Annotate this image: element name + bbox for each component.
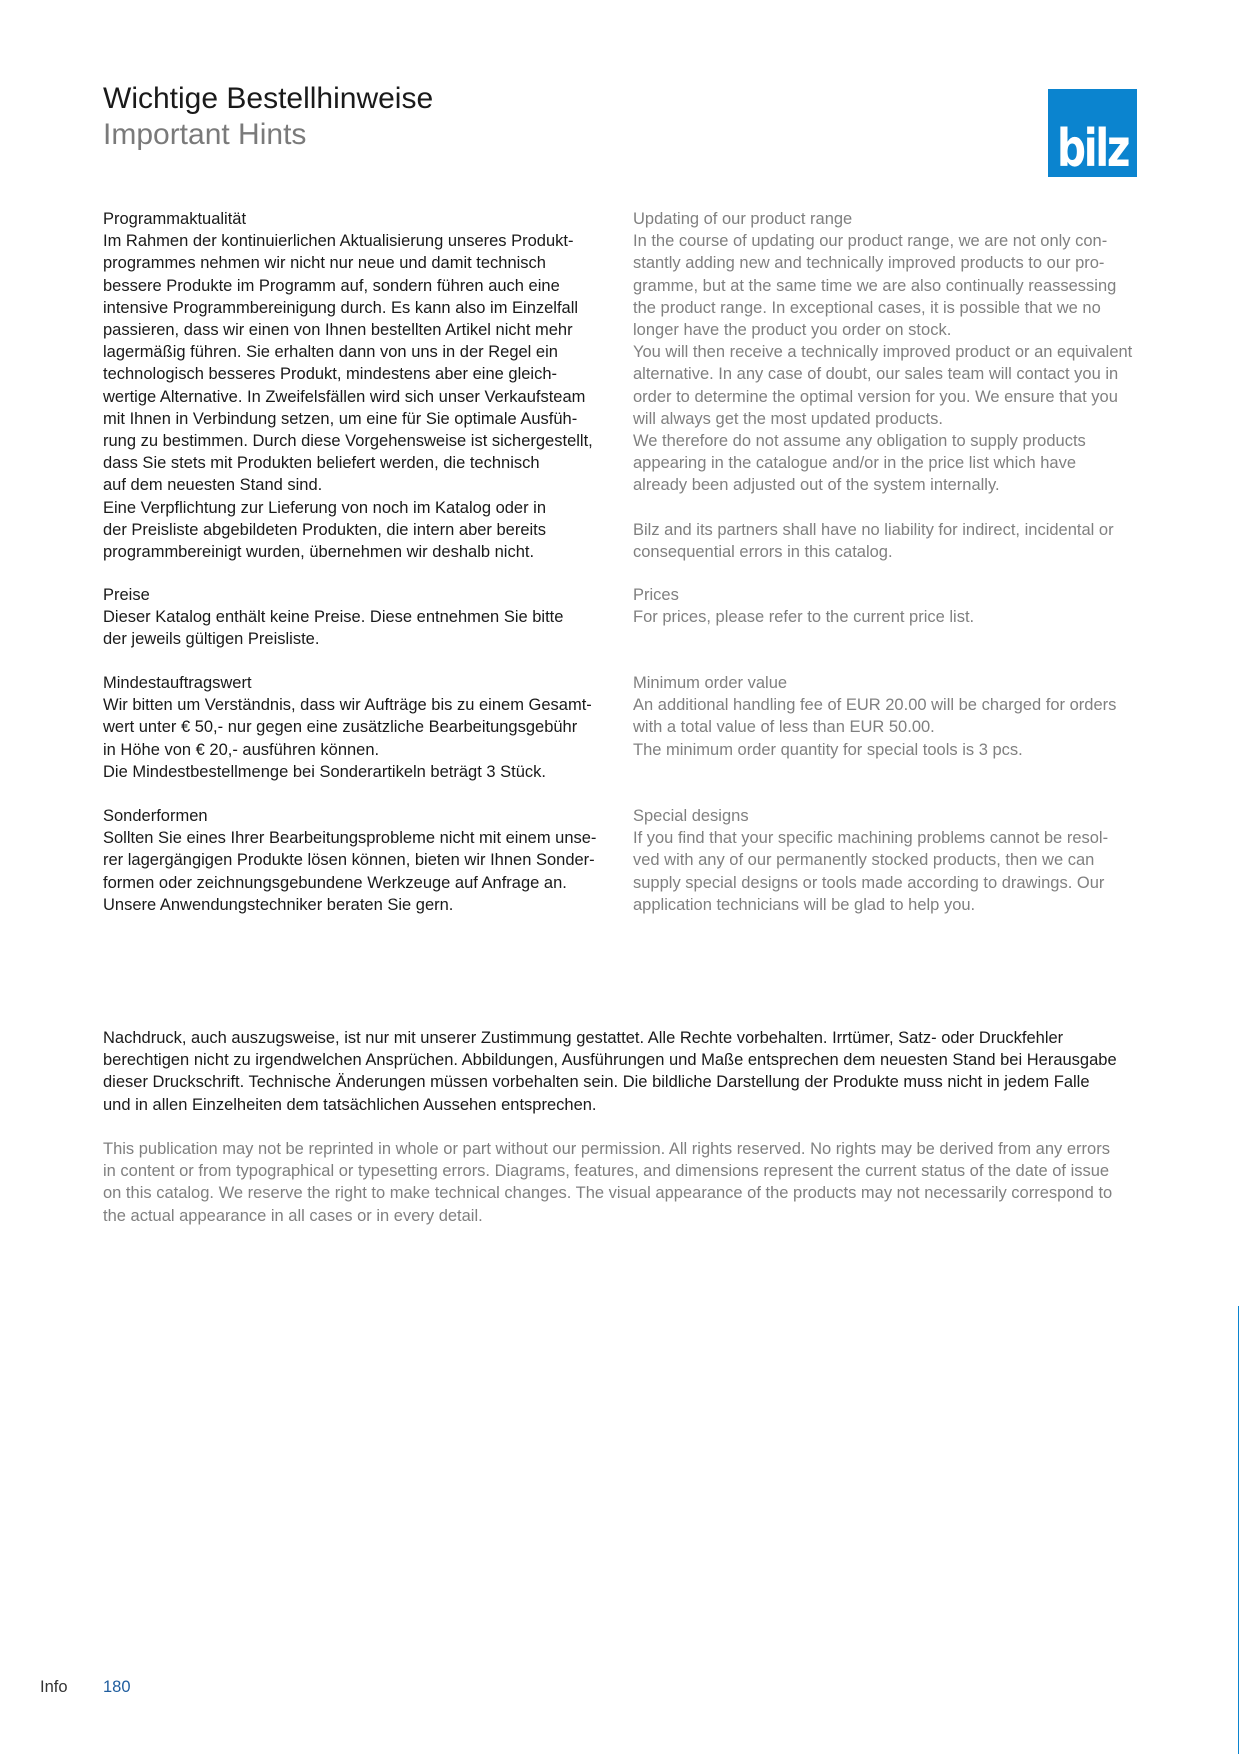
text-line: der Preisliste abgebildeten Produkten, die intern aber bereits xyxy=(103,520,547,539)
page-number: 180 xyxy=(103,1678,131,1696)
text-line: berechtigen nicht zu irgendwelchen Ansprüchen. Abbildungen, Ausführungen und Maße entsprechen dem neuesten Stand bei Herausgabe xyxy=(103,1051,1117,1070)
page-subtitle: Important Hints xyxy=(103,118,307,151)
text-line: wertige Alternative. In Zweifelsfällen wird sich unser Verkaufsteam xyxy=(103,387,586,406)
text-line: intensive Programmbereinigung durch. Es kann also im Einzelfall xyxy=(103,298,579,317)
text-line: will always get the most updated products. xyxy=(633,409,943,428)
text-line: stantly adding new and technically improved products to our pro- xyxy=(633,254,1105,273)
text-line: Im Rahmen der kontinuierlichen Aktualisierung unseres Produkt- xyxy=(103,232,574,251)
text-line: An additional handling fee of EUR 20.00 will be charged for orders xyxy=(633,696,1117,715)
section-body xyxy=(633,827,1153,916)
section-minimum-en xyxy=(633,672,1153,761)
text-line: You will then receive a technically improved product or an equivalent xyxy=(633,343,1133,362)
text-line: dieser Druckschrift. Technische Änderungen müssen vorbehalten sein. Die bildliche Darstellung der Produkte muss nicht in jedem Falle xyxy=(103,1073,1090,1092)
section-title: Programmaktualität xyxy=(103,210,247,228)
section-body xyxy=(103,606,623,650)
text-line: lagermäßig führen. Sie erhalten dann von uns in der Regel ein xyxy=(103,343,558,362)
text-line: in content or from typographical or typesetting errors. Diagrams, features, and dimensions represent the current status of the date of issue xyxy=(103,1162,1110,1181)
section-body xyxy=(103,230,623,563)
text-line: rer lagergängigen Produkte lösen können, bieten wir Ihnen Sonder- xyxy=(103,851,595,870)
section-prices-en xyxy=(633,584,1153,628)
text-line: ved with any of our permanently stocked products, then we can xyxy=(633,851,1095,870)
copyright-notice-de xyxy=(103,1027,1143,1116)
footer-section-label: Info xyxy=(40,1678,68,1696)
section-special-de xyxy=(103,805,623,916)
text-line: programmbereinigt wurden, übernehmen wir deshalb nicht. xyxy=(103,543,535,562)
text-line: formen oder zeichnungsgebundene Werkzeuge auf Anfrage an. xyxy=(103,873,567,892)
section-body xyxy=(633,694,1153,761)
text-line: For prices, please refer to the current price list. xyxy=(633,608,975,627)
text-line: programmes nehmen wir nicht nur neue und damit technisch xyxy=(103,254,546,273)
text-line: In the course of updating our product range, we are not only con- xyxy=(633,232,1108,251)
section-body xyxy=(633,606,1153,628)
text-line: with a total value of less than EUR 50.00. xyxy=(633,718,935,737)
section-title: Sonderformen xyxy=(103,807,208,825)
text-line: the actual appearance in all cases or in every detail. xyxy=(103,1206,483,1225)
text-line: technologisch besseres Produkt, mindestens aber eine gleich- xyxy=(103,365,558,384)
text-line: application technicians will be glad to help you. xyxy=(633,895,976,914)
section-prices-de xyxy=(103,584,623,651)
text-line: auf dem neuesten Stand sind. xyxy=(103,476,323,495)
text-line: dass Sie stets mit Produkten beliefert werden, die technisch xyxy=(103,454,540,473)
text-line: passieren, dass wir einen von Ihnen bestellten Artikel nicht mehr xyxy=(103,321,573,340)
text-line: und in allen Einzelheiten dem tatsächlichen Aussehen entsprechen. xyxy=(103,1095,597,1114)
section-title: Updating of our product range xyxy=(633,210,853,228)
section-body xyxy=(103,827,623,916)
text-line: longer have the product you order on stock. xyxy=(633,321,952,340)
text-line: Nachdruck, auch auszugsweise, ist nur mit unserer Zustimmung gestattet. Alle Rechte vorbehalten. Irrtümer, Satz- oder Druckfehler xyxy=(103,1029,1064,1047)
blank-line xyxy=(633,497,1153,519)
section-special-en xyxy=(633,805,1153,916)
text-line: bessere Produkte im Programm auf, sondern führen auch eine xyxy=(103,276,560,295)
text-line: gramme, but at the same time we are also continually reassessing xyxy=(633,276,1117,295)
section-minimum-de xyxy=(103,672,623,783)
text-line: the product range. In exceptional cases, it is possible that we no xyxy=(633,298,1101,317)
section-body xyxy=(633,230,1153,563)
text-line: Sollten Sie eines Ihrer Bearbeitungsprobleme nicht mit einem unse- xyxy=(103,829,597,848)
text-line: alternative. In any case of doubt, our sales team will contact you in xyxy=(633,365,1119,384)
text-line: If you find that your specific machining problems cannot be resol- xyxy=(633,829,1109,848)
text-line: Eine Verpflichtung zur Lieferung von noch im Katalog oder in xyxy=(103,498,547,517)
text-line: consequential errors in this catalog. xyxy=(633,543,893,562)
section-range-de xyxy=(103,208,623,563)
text-line: Dieser Katalog enthält keine Preise. Diese entnehmen Sie bitte xyxy=(103,608,564,627)
bilz-logo xyxy=(1048,89,1137,177)
text-line: on this catalog. We reserve the right to make technical changes. The visual appearance of the products may not necessarily correspond to xyxy=(103,1184,1113,1203)
section-body xyxy=(103,694,623,783)
text-line: der jeweils gültigen Preisliste. xyxy=(103,630,320,649)
section-title: Minimum order value xyxy=(633,674,788,692)
text-line: Wir bitten um Verständnis, dass wir Aufträge bis zu einem Gesamt- xyxy=(103,696,592,715)
text-line: mit Ihnen in Verbindung setzen, um eine für Sie optimale Ausfüh- xyxy=(103,409,578,428)
text-line: in Höhe von € 20,- ausführen können. xyxy=(103,740,380,759)
text-line: order to determine the optimal version for you. We ensure that you xyxy=(633,387,1118,406)
section-title: Preise xyxy=(103,586,150,604)
text-line: Die Mindestbestellmenge bei Sonderartikeln beträgt 3 Stück. xyxy=(103,762,546,781)
edge-accent-line xyxy=(1238,1306,1239,1754)
text-line: We therefore do not assume any obligation to supply products xyxy=(633,432,1086,451)
text-line: Unsere Anwendungstechniker beraten Sie gern. xyxy=(103,895,454,914)
text-line: This publication may not be reprinted in whole or part without our permission. All rights reserved. No rights may be derived from any errors xyxy=(103,1140,1110,1158)
section-title: Mindestauftragswert xyxy=(103,674,252,692)
section-range-en xyxy=(633,208,1153,563)
text-line: rung zu bestimmen. Durch diese Vorgehensweise ist sichergestellt, xyxy=(103,432,593,451)
page-title: Wichtige Bestellhinweise xyxy=(103,82,434,115)
text-line: wert unter € 50,- nur gegen eine zusätzliche Bearbeitungsgebühr xyxy=(103,718,578,737)
text-line: supply special designs or tools made according to drawings. Our xyxy=(633,873,1105,892)
text-line: The minimum order quantity for special tools is 3 pcs. xyxy=(633,740,1023,759)
text-line: appearing in the catalogue and/or in the price list which have xyxy=(633,454,1077,473)
section-title: Prices xyxy=(633,586,679,604)
text-line: already been adjusted out of the system internally. xyxy=(633,476,1000,495)
text-line: Bilz and its partners shall have no liability for indirect, incidental or xyxy=(633,520,1114,539)
section-title: Special designs xyxy=(633,807,749,825)
copyright-notice-en xyxy=(103,1138,1143,1227)
logo-text: bilz xyxy=(1056,119,1129,179)
